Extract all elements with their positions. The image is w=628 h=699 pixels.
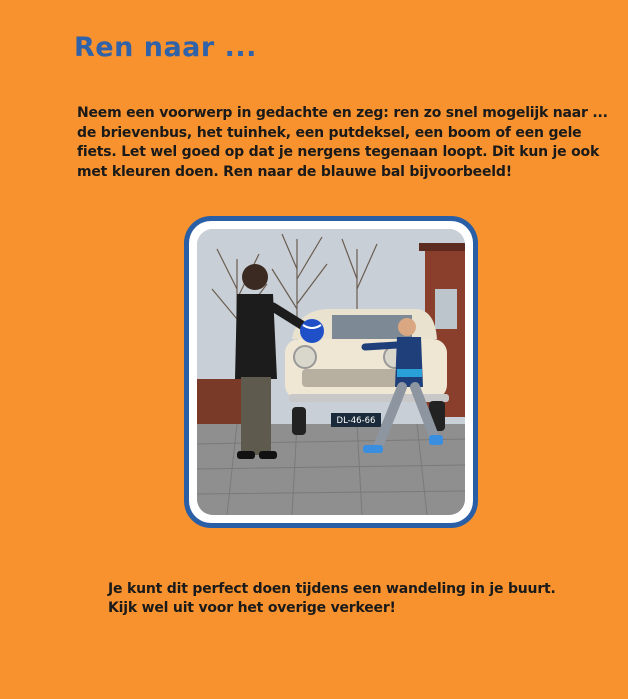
page-title: Ren naar ... <box>74 32 257 63</box>
intro-paragraph <box>77 104 617 182</box>
footer-line-1: Je kunt dit perfect doen tijdens een wandeling in je buurt. <box>108 581 556 597</box>
footer-line-2: Kijk wel uit voor het overige verkeer! <box>108 600 396 616</box>
license-plate-text: DL-46-66 <box>336 416 376 426</box>
footer-note <box>108 580 588 618</box>
photo-frame <box>189 221 473 523</box>
intro-text: Neem een voorwerp in gedachte en zeg: ren zo snel mogelijk naar ... de brievenbus, het tuinhek, een putdeksel, een boom of een gele fiets. Let wel goed op dat je nergens tegenaan loopt. Dit kun je ook met kleuren doen. Ren naar de blauwe bal bijvoorbeeld! <box>77 105 608 180</box>
photo-illustration <box>197 229 465 515</box>
photo <box>197 229 465 515</box>
